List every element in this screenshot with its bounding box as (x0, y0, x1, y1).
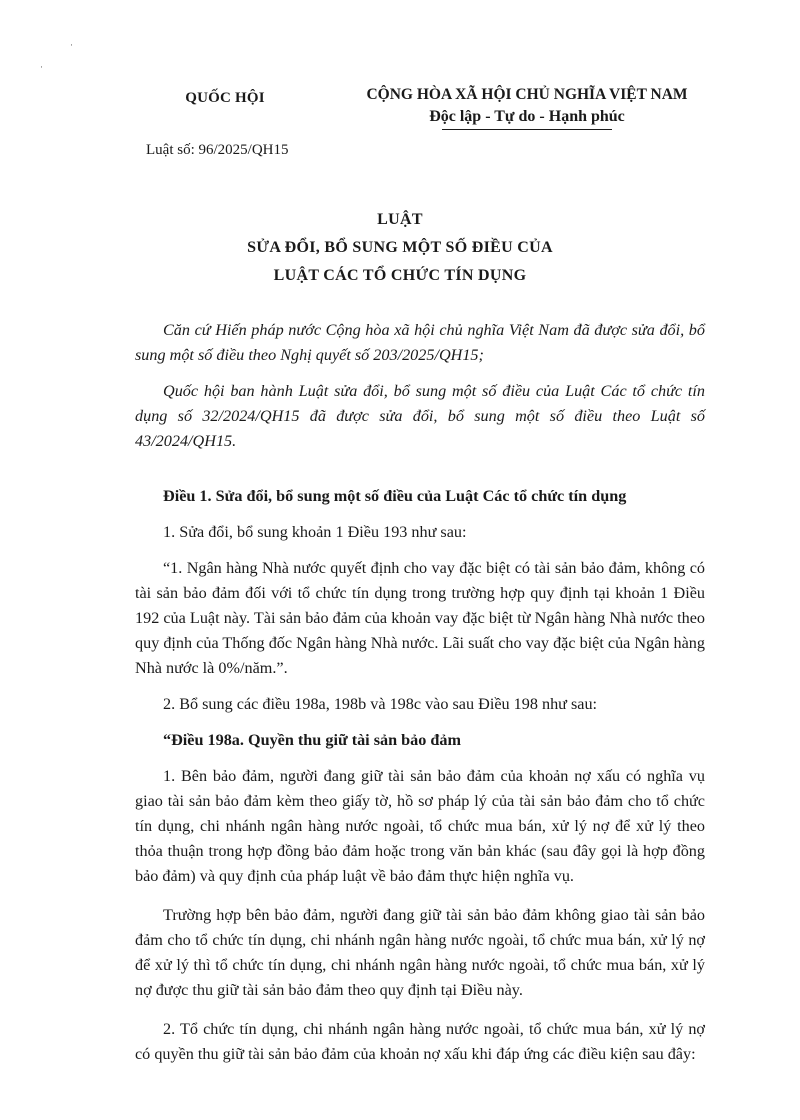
document-body (135, 318, 705, 1067)
clause-paragraph: 1. Bên bảo đảm, người đang giữ tài sản bảo đảm của khoản nợ xấu có nghĩa vụ giao tài sản bảo đảm kèm theo giấy tờ, hồ sơ pháp lý của tài sản bảo đảm cho tổ chức tín dụng, chi nhánh ngân hàng nước ngoài, tổ chức mua bán, xử lý nợ để xử lý theo thỏa thuận trong hợp đồng bảo đảm hoặc trong văn bản khác (sau đây gọi là hợp đồng bảo đảm) và quy định của pháp luật về bảo đảm thực hiện nghĩa vụ. (135, 767, 705, 885)
national-header (352, 86, 702, 130)
clause-paragraph: “1. Ngân hàng Nhà nước quyết định cho vay đặc biệt có tài sản bảo đảm, không có tài sản bảo đảm đối với tổ chức tín dụng trong trường hợp quy định tại khoản 1 Điều 192 của Luật này. Tài sản bảo đảm của khoản vay đặc biệt từ Ngân hàng Nhà nước theo quy định của Thống đốc Ngân hàng Nhà nước. Lãi suất cho vay đặc biệt của Ngân hàng Nhà nước là 0%/năm.”. (135, 559, 705, 677)
title-line-3: LUẬT CÁC TỔ CHỨC TÍN DỤNG (273, 267, 527, 284)
issuing-body-name: QUỐC HỘI (185, 90, 265, 106)
title-line-2: SỬA ĐỔI, BỔ SUNG MỘT SỐ ĐIỀU CỦA (247, 239, 553, 256)
national-motto: Độc lập - Tự do - Hạnh phúc (429, 108, 625, 125)
clause-paragraph: 2. Bổ sung các điều 198a, 198b và 198c vào sau Điều 198 như sau: (163, 695, 598, 713)
clause-paragraph: 1. Sửa đổi, bổ sung khoản 1 Điều 193 như sau: (163, 523, 467, 541)
law-number: Luật số: 96/2025/QH15 (146, 142, 289, 158)
title-line-1: LUẬT (377, 211, 423, 228)
sub-article-heading: “Điều 198a. Quyền thu giữ tài sản bảo đảm (163, 731, 461, 749)
clause-paragraph: Trường hợp bên bảo đảm, người đang giữ tài sản bảo đảm không giao tài sản bảo đảm cho tổ chức tín dụng, chi nhánh ngân hàng nước ngoài, tổ chức mua bán, xử lý nợ để xử lý thì tổ chức tín dụng, chi nhánh ngân hàng nước ngoài, tổ chức mua bán, xử lý nợ được thu giữ tài sản bảo đảm theo quy định tại Điều này. (135, 906, 705, 999)
preamble-paragraph: Căn cứ Hiến pháp nước Cộng hòa xã hội chủ nghĩa Việt Nam đã được sửa đổi, bổ sung một số điều theo Nghị quyết số 203/2025/QH15; (135, 321, 705, 364)
document-title (0, 206, 800, 290)
nation-name: CỘNG HÒA XÃ HỘI CHỦ NGHĨA VIỆT NAM (366, 86, 688, 103)
scan-mark: · (70, 40, 73, 50)
scan-mark: · (40, 62, 43, 72)
issuing-body (150, 90, 300, 107)
motto-underline (442, 129, 612, 130)
preamble-paragraph: Quốc hội ban hành Luật sửa đổi, bổ sung một số điều của Luật Các tổ chức tín dụng số 32/2024/QH15 đã được sửa đổi, bổ sung một số điều theo Luật số 43/2024/QH15. (135, 382, 705, 450)
article-heading: Điều 1. Sửa đổi, bổ sung một số điều của Luật Các tổ chức tín dụng (163, 487, 627, 505)
clause-paragraph: 2. Tổ chức tín dụng, chi nhánh ngân hàng nước ngoài, tổ chức mua bán, xử lý nợ có quyền thu giữ tài sản bảo đảm của khoản nợ xấu khi đáp ứng các điều kiện sau đây: (135, 1020, 705, 1063)
